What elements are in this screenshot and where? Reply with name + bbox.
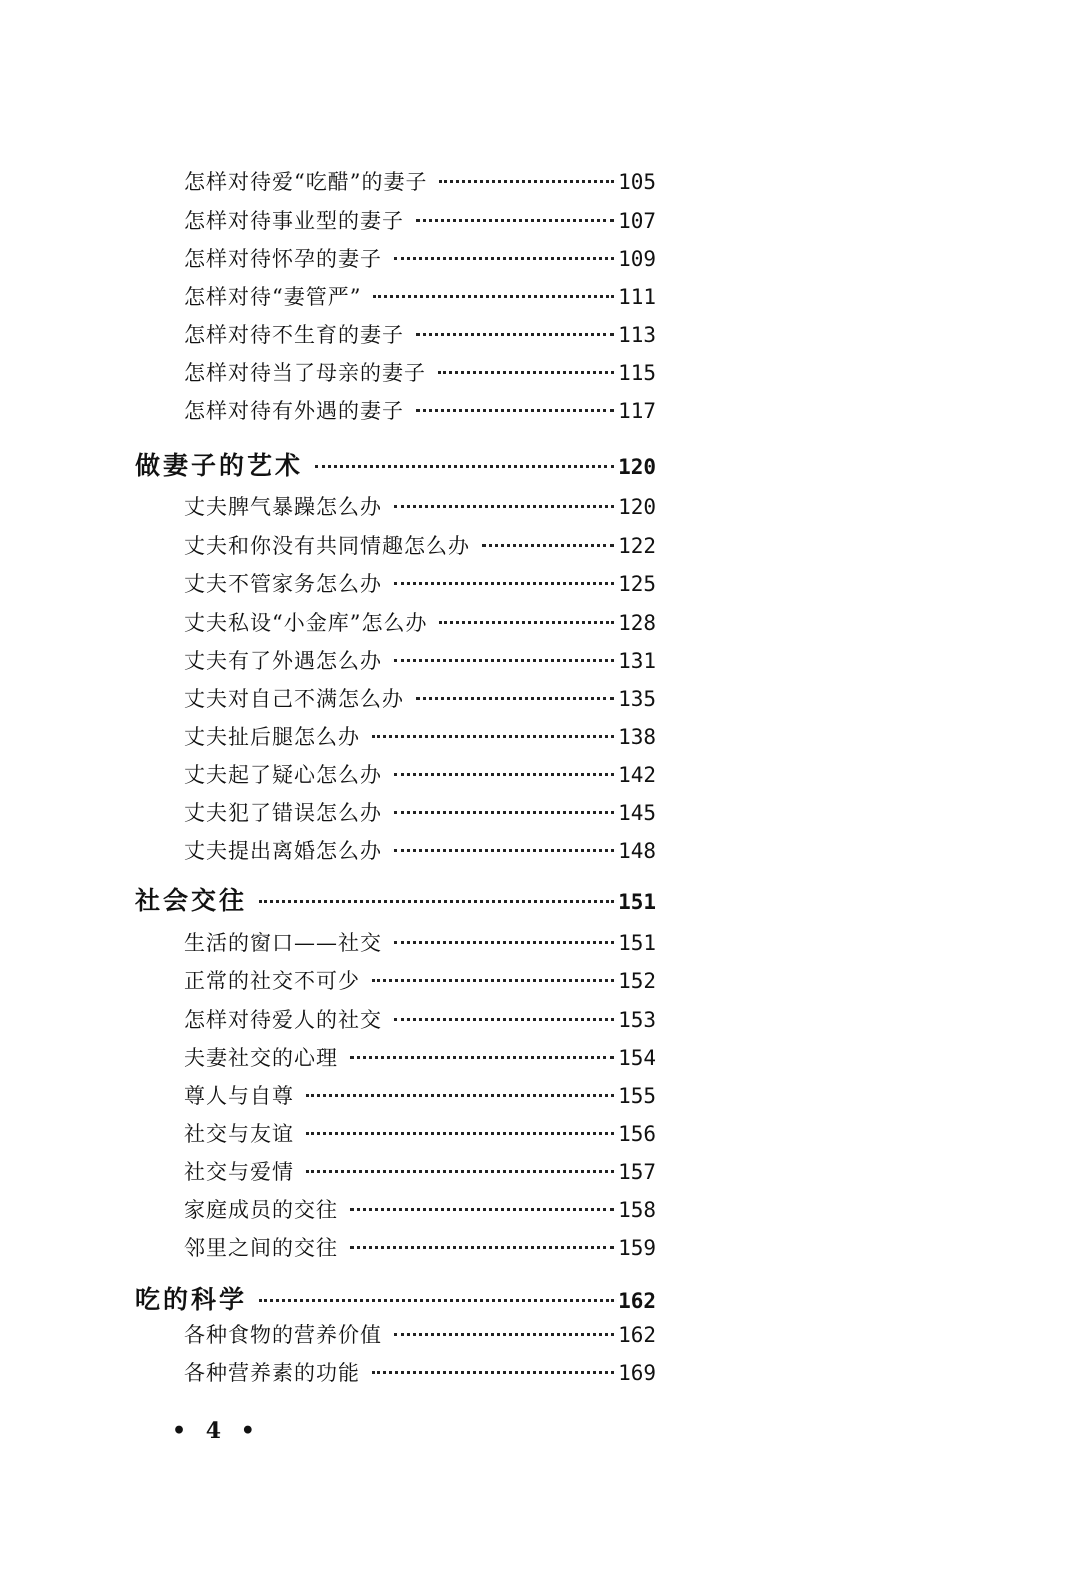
- toc-entry: [184, 721, 656, 751]
- toc-entry-page: 148: [618, 839, 656, 863]
- dot-leader: [394, 505, 614, 508]
- toc-entry-page: 158: [618, 1198, 656, 1222]
- toc-entry: [184, 965, 656, 995]
- dot-leader: [394, 941, 614, 944]
- toc-entry-title: 尊人与自尊: [184, 1084, 294, 1108]
- toc-entry: [184, 835, 656, 865]
- dot-leader: [315, 465, 614, 468]
- dot-leader: [306, 1170, 614, 1173]
- toc-entry-title: 正常的社交不可少: [184, 969, 360, 993]
- toc-entry-page: 138: [618, 725, 656, 749]
- toc-entry-title: 邻里之间的交往: [184, 1236, 338, 1260]
- toc-entry-page: 153: [618, 1008, 656, 1032]
- toc-entry-page: 145: [618, 801, 656, 825]
- toc-entry-page: 157: [618, 1160, 656, 1184]
- toc-entry-page: 120: [618, 455, 656, 479]
- toc-entry: [184, 759, 656, 789]
- toc-entry-title: 丈夫对自己不满怎么办: [184, 687, 404, 711]
- toc-entry: [184, 1004, 656, 1034]
- dot-leader: [372, 1371, 614, 1374]
- toc-entry-page: 107: [618, 209, 656, 233]
- toc-entry-page: 135: [618, 687, 656, 711]
- toc-entry-page: 151: [618, 931, 656, 955]
- toc-entry: [184, 395, 656, 425]
- dot-leader: [350, 1246, 614, 1249]
- toc-entry-title: 怎样对待当了母亲的妻子: [184, 361, 426, 385]
- toc-entry: [184, 243, 656, 273]
- dot-leader: [394, 257, 614, 260]
- dot-leader: [394, 1018, 614, 1021]
- toc-entry: [184, 683, 656, 713]
- toc-entry-title: 社交与友谊: [184, 1122, 294, 1146]
- toc-entry: [184, 1194, 656, 1224]
- page-number-footer: • 4 •: [172, 1418, 261, 1444]
- toc-entry-title: 丈夫有了外遇怎么办: [184, 649, 382, 673]
- toc-entry: [184, 1319, 656, 1349]
- toc-entry: [184, 357, 656, 387]
- dot-leader: [259, 900, 614, 903]
- toc-entry-title: 怎样对待事业型的妻子: [184, 209, 404, 233]
- toc-entry: [184, 530, 656, 560]
- dot-leader: [372, 979, 614, 982]
- toc-entry: [184, 1156, 656, 1186]
- dot-leader: [350, 1056, 614, 1059]
- toc-entry: [184, 166, 656, 196]
- toc-entry-title: 丈夫不管家务怎么办: [184, 572, 382, 596]
- toc-entry-title: 生活的窗口——社交: [184, 931, 382, 955]
- toc-entry-title: 丈夫脾气暴躁怎么办: [184, 495, 382, 519]
- toc-section-entry: [135, 881, 656, 917]
- toc-entry-title: 丈夫扯后腿怎么办: [184, 725, 360, 749]
- dot-leader: [439, 180, 614, 183]
- dot-leader: [416, 333, 614, 336]
- dot-leader: [416, 219, 614, 222]
- dot-leader: [350, 1208, 614, 1211]
- dot-leader: [394, 773, 614, 776]
- dot-leader: [372, 735, 614, 738]
- toc-entry-page: 159: [618, 1236, 656, 1260]
- toc-entry-page: 151: [618, 890, 656, 914]
- toc-entry-title: 丈夫和你没有共同情趣怎么办: [184, 534, 470, 558]
- toc-entry: [184, 1232, 656, 1262]
- dot-leader: [439, 621, 614, 624]
- toc-entry: [184, 797, 656, 827]
- toc-entry: [184, 1042, 656, 1072]
- dot-leader: [373, 295, 614, 298]
- toc-entry-title: 家庭成员的交往: [184, 1198, 338, 1222]
- toc-entry-title: 做妻子的艺术: [135, 451, 304, 480]
- dot-leader: [416, 697, 614, 700]
- toc-entry-title: 怎样对待“妻管严”: [184, 285, 362, 309]
- toc-entry: [184, 205, 656, 235]
- toc-entry-title: 夫妻社交的心理: [184, 1046, 338, 1070]
- toc-entry-title: 社会交往: [135, 886, 248, 915]
- toc-entry-title: 丈夫私设“小金库”怎么办: [184, 611, 428, 635]
- toc-entry-title: 丈夫起了疑心怎么办: [184, 763, 382, 787]
- toc-entry-title: 各种食物的营养价值: [184, 1323, 382, 1347]
- toc-entry-page: 155: [618, 1084, 656, 1108]
- toc-entry: [184, 491, 656, 521]
- toc-entry-title: 怎样对待不生育的妻子: [184, 323, 404, 347]
- toc-entry-page: 162: [618, 1289, 656, 1313]
- dot-leader: [394, 849, 614, 852]
- toc-section-entry: [135, 446, 656, 482]
- toc-entry-title: 各种营养素的功能: [184, 1361, 360, 1385]
- toc-entry: [184, 568, 656, 598]
- toc-entry: [184, 645, 656, 675]
- toc-entry-page: 152: [618, 969, 656, 993]
- toc-entry: [184, 319, 656, 349]
- toc-entry: [184, 1080, 656, 1110]
- toc-entry-title: 怎样对待怀孕的妻子: [184, 247, 382, 271]
- toc-entry-page: 117: [618, 399, 656, 423]
- toc-entry-page: 105: [618, 170, 656, 194]
- dot-leader: [306, 1132, 614, 1135]
- dot-leader: [394, 659, 614, 662]
- toc-entry: [184, 607, 656, 637]
- toc-entry-page: 169: [618, 1361, 656, 1385]
- toc-entry-page: 109: [618, 247, 656, 271]
- dot-leader: [416, 409, 614, 412]
- toc-entry-page: 128: [618, 611, 656, 635]
- toc-entry-title: 丈夫犯了错误怎么办: [184, 801, 382, 825]
- toc-section-entry: [135, 1280, 656, 1316]
- toc-entry: [184, 927, 656, 957]
- toc-entry-page: 162: [618, 1323, 656, 1347]
- dot-leader: [306, 1094, 614, 1097]
- dot-leader: [394, 582, 614, 585]
- toc-entry-page: 125: [618, 572, 656, 596]
- toc-entry-page: 156: [618, 1122, 656, 1146]
- toc-entry: [184, 281, 656, 311]
- toc-entry-page: 111: [618, 285, 656, 309]
- toc-entry-title: 怎样对待有外遇的妻子: [184, 399, 404, 423]
- dot-leader: [482, 544, 614, 547]
- toc-entry-title: 怎样对待爱人的社交: [184, 1008, 382, 1032]
- toc-entry-page: 115: [618, 361, 656, 385]
- toc-entry-page: 122: [618, 534, 656, 558]
- toc-entry-title: 怎样对待爱“吃醋”的妻子: [184, 170, 428, 194]
- toc-entry: [184, 1357, 656, 1387]
- toc-entry-title: 丈夫提出离婚怎么办: [184, 839, 382, 863]
- toc-entry-page: 113: [618, 323, 656, 347]
- toc-entry-page: 131: [618, 649, 656, 673]
- dot-leader: [394, 811, 614, 814]
- toc-entry-page: 154: [618, 1046, 656, 1070]
- toc-entry-page: 142: [618, 763, 656, 787]
- toc-entry-page: 120: [618, 495, 656, 519]
- dot-leader: [394, 1333, 614, 1336]
- toc-entry-title: 社交与爱情: [184, 1160, 294, 1184]
- dot-leader: [259, 1299, 614, 1302]
- toc-entry: [184, 1118, 656, 1148]
- dot-leader: [438, 371, 614, 374]
- toc-entry-title: 吃的科学: [135, 1285, 248, 1314]
